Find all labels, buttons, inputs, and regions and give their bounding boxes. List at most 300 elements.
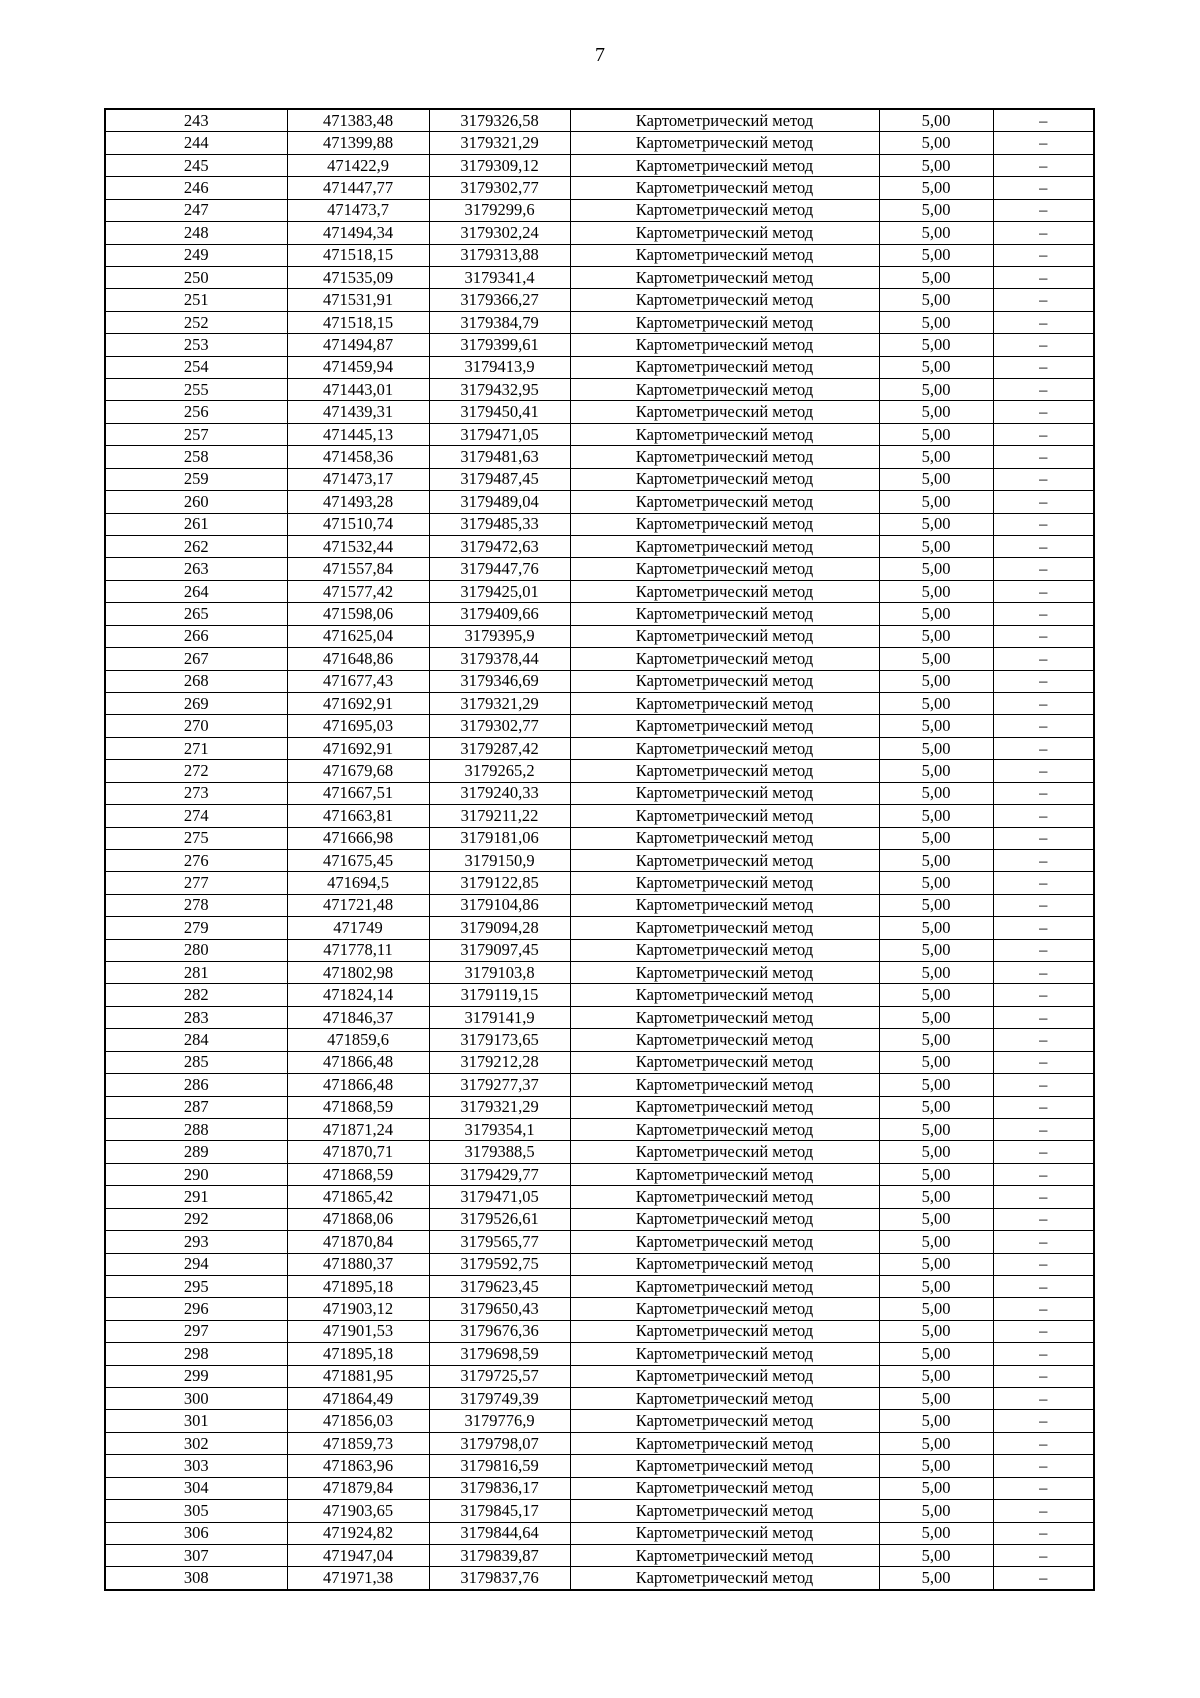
note-cell: – — [993, 1388, 1094, 1410]
x-coordinate-cell: 471518,15 — [287, 244, 429, 266]
note-cell: – — [993, 962, 1094, 984]
x-coordinate-cell: 471778,11 — [287, 939, 429, 961]
x-coordinate-cell: 471971,38 — [287, 1567, 429, 1590]
method-cell: Картометрический метод — [570, 715, 879, 737]
error-cell: 5,00 — [879, 1298, 993, 1320]
y-coordinate-cell: 3179097,45 — [429, 939, 570, 961]
point-number-cell: 265 — [105, 603, 287, 625]
x-coordinate-cell: 471901,53 — [287, 1320, 429, 1342]
method-cell: Картометрический метод — [570, 760, 879, 782]
table-row — [105, 132, 1094, 154]
point-number-cell: 271 — [105, 737, 287, 759]
note-cell: – — [993, 805, 1094, 827]
x-coordinate-cell: 471598,06 — [287, 603, 429, 625]
point-number-cell: 287 — [105, 1096, 287, 1118]
point-number-cell: 306 — [105, 1522, 287, 1544]
y-coordinate-cell: 3179725,57 — [429, 1365, 570, 1387]
coordinates-table-body — [105, 109, 1094, 1590]
note-cell: – — [993, 311, 1094, 333]
point-number-cell: 281 — [105, 962, 287, 984]
point-number-cell: 269 — [105, 692, 287, 714]
method-cell: Картометрический метод — [570, 446, 879, 468]
table-row — [105, 984, 1094, 1006]
method-cell: Картометрический метод — [570, 737, 879, 759]
note-cell: – — [993, 491, 1094, 513]
note-cell: – — [993, 1365, 1094, 1387]
x-coordinate-cell: 471692,91 — [287, 737, 429, 759]
point-number-cell: 278 — [105, 894, 287, 916]
point-number-cell: 255 — [105, 379, 287, 401]
error-cell: 5,00 — [879, 939, 993, 961]
x-coordinate-cell: 471895,18 — [287, 1343, 429, 1365]
table-row — [105, 1388, 1094, 1410]
method-cell: Картометрический метод — [570, 939, 879, 961]
y-coordinate-cell: 3179122,85 — [429, 872, 570, 894]
method-cell: Картометрический метод — [570, 849, 879, 871]
y-coordinate-cell: 3179309,12 — [429, 154, 570, 176]
error-cell: 5,00 — [879, 1118, 993, 1140]
point-number-cell: 300 — [105, 1388, 287, 1410]
point-number-cell: 261 — [105, 513, 287, 535]
x-coordinate-cell: 471473,17 — [287, 468, 429, 490]
point-number-cell: 298 — [105, 1343, 287, 1365]
point-number-cell: 253 — [105, 334, 287, 356]
point-number-cell: 257 — [105, 423, 287, 445]
y-coordinate-cell: 3179384,79 — [429, 311, 570, 333]
x-coordinate-cell: 471667,51 — [287, 782, 429, 804]
note-cell: – — [993, 1275, 1094, 1297]
y-coordinate-cell: 3179354,1 — [429, 1118, 570, 1140]
method-cell: Картометрический метод — [570, 894, 879, 916]
table-row — [105, 917, 1094, 939]
error-cell: 5,00 — [879, 289, 993, 311]
table-row — [105, 1500, 1094, 1522]
x-coordinate-cell: 471625,04 — [287, 625, 429, 647]
y-coordinate-cell: 3179623,45 — [429, 1275, 570, 1297]
note-cell: – — [993, 827, 1094, 849]
x-coordinate-cell: 471510,74 — [287, 513, 429, 535]
point-number-cell: 249 — [105, 244, 287, 266]
x-coordinate-cell: 471879,84 — [287, 1477, 429, 1499]
y-coordinate-cell: 3179481,63 — [429, 446, 570, 468]
y-coordinate-cell: 3179321,29 — [429, 1096, 570, 1118]
table-row — [105, 827, 1094, 849]
note-cell: – — [993, 1455, 1094, 1477]
table-row — [105, 737, 1094, 759]
x-coordinate-cell: 471859,6 — [287, 1029, 429, 1051]
table-row — [105, 334, 1094, 356]
x-coordinate-cell: 471443,01 — [287, 379, 429, 401]
method-cell: Картометрический метод — [570, 827, 879, 849]
x-coordinate-cell: 471863,96 — [287, 1455, 429, 1477]
table-row — [105, 379, 1094, 401]
point-number-cell: 283 — [105, 1006, 287, 1028]
table-row — [105, 356, 1094, 378]
note-cell: – — [993, 1522, 1094, 1544]
method-cell: Картометрический метод — [570, 603, 879, 625]
note-cell: – — [993, 132, 1094, 154]
method-cell: Картометрический метод — [570, 222, 879, 244]
point-number-cell: 305 — [105, 1500, 287, 1522]
error-cell: 5,00 — [879, 222, 993, 244]
y-coordinate-cell: 3179240,33 — [429, 782, 570, 804]
error-cell: 5,00 — [879, 782, 993, 804]
error-cell: 5,00 — [879, 177, 993, 199]
table-row — [105, 849, 1094, 871]
x-coordinate-cell: 471577,42 — [287, 580, 429, 602]
error-cell: 5,00 — [879, 872, 993, 894]
y-coordinate-cell: 3179650,43 — [429, 1298, 570, 1320]
error-cell: 5,00 — [879, 1141, 993, 1163]
error-cell: 5,00 — [879, 1500, 993, 1522]
error-cell: 5,00 — [879, 1253, 993, 1275]
y-coordinate-cell: 3179212,28 — [429, 1051, 570, 1073]
x-coordinate-cell: 471695,03 — [287, 715, 429, 737]
y-coordinate-cell: 3179302,24 — [429, 222, 570, 244]
error-cell: 5,00 — [879, 1522, 993, 1544]
error-cell: 5,00 — [879, 1231, 993, 1253]
note-cell: – — [993, 580, 1094, 602]
method-cell: Картометрический метод — [570, 1500, 879, 1522]
note-cell: – — [993, 1298, 1094, 1320]
x-coordinate-cell: 471458,36 — [287, 446, 429, 468]
point-number-cell: 259 — [105, 468, 287, 490]
point-number-cell: 270 — [105, 715, 287, 737]
point-number-cell: 244 — [105, 132, 287, 154]
point-number-cell: 290 — [105, 1163, 287, 1185]
y-coordinate-cell: 3179798,07 — [429, 1432, 570, 1454]
point-number-cell: 272 — [105, 760, 287, 782]
y-coordinate-cell: 3179565,77 — [429, 1231, 570, 1253]
point-number-cell: 251 — [105, 289, 287, 311]
error-cell: 5,00 — [879, 1006, 993, 1028]
table-row — [105, 1432, 1094, 1454]
note-cell: – — [993, 1343, 1094, 1365]
x-coordinate-cell: 471903,65 — [287, 1500, 429, 1522]
note-cell: – — [993, 401, 1094, 423]
error-cell: 5,00 — [879, 760, 993, 782]
note-cell: – — [993, 603, 1094, 625]
x-coordinate-cell: 471383,48 — [287, 109, 429, 132]
x-coordinate-cell: 471422,9 — [287, 154, 429, 176]
y-coordinate-cell: 3179302,77 — [429, 715, 570, 737]
point-number-cell: 284 — [105, 1029, 287, 1051]
x-coordinate-cell: 471895,18 — [287, 1275, 429, 1297]
x-coordinate-cell: 471666,98 — [287, 827, 429, 849]
table-row — [105, 244, 1094, 266]
method-cell: Картометрический метод — [570, 513, 879, 535]
method-cell: Картометрический метод — [570, 423, 879, 445]
table-row — [105, 580, 1094, 602]
error-cell: 5,00 — [879, 468, 993, 490]
error-cell: 5,00 — [879, 446, 993, 468]
y-coordinate-cell: 3179471,05 — [429, 423, 570, 445]
point-number-cell: 292 — [105, 1208, 287, 1230]
table-row — [105, 1186, 1094, 1208]
x-coordinate-cell: 471868,59 — [287, 1163, 429, 1185]
error-cell: 5,00 — [879, 1275, 993, 1297]
y-coordinate-cell: 3179399,61 — [429, 334, 570, 356]
method-cell: Картометрический метод — [570, 782, 879, 804]
point-number-cell: 266 — [105, 625, 287, 647]
point-number-cell: 282 — [105, 984, 287, 1006]
error-cell: 5,00 — [879, 1096, 993, 1118]
table-row — [105, 536, 1094, 558]
point-number-cell: 247 — [105, 199, 287, 221]
note-cell: – — [993, 984, 1094, 1006]
method-cell: Картометрический метод — [570, 491, 879, 513]
error-cell: 5,00 — [879, 1320, 993, 1342]
table-row — [105, 962, 1094, 984]
x-coordinate-cell: 471663,81 — [287, 805, 429, 827]
x-coordinate-cell: 471846,37 — [287, 1006, 429, 1028]
table-row — [105, 513, 1094, 535]
note-cell: – — [993, 849, 1094, 871]
method-cell: Картометрический метод — [570, 1275, 879, 1297]
x-coordinate-cell: 471866,48 — [287, 1051, 429, 1073]
error-cell: 5,00 — [879, 423, 993, 445]
x-coordinate-cell: 471675,45 — [287, 849, 429, 871]
x-coordinate-cell: 471903,12 — [287, 1298, 429, 1320]
table-row — [105, 1522, 1094, 1544]
table-row — [105, 491, 1094, 513]
error-cell: 5,00 — [879, 1029, 993, 1051]
x-coordinate-cell: 471870,84 — [287, 1231, 429, 1253]
point-number-cell: 286 — [105, 1074, 287, 1096]
method-cell: Картометрический метод — [570, 580, 879, 602]
note-cell: – — [993, 109, 1094, 132]
point-number-cell: 246 — [105, 177, 287, 199]
y-coordinate-cell: 3179395,9 — [429, 625, 570, 647]
error-cell: 5,00 — [879, 805, 993, 827]
table-row — [105, 1343, 1094, 1365]
x-coordinate-cell: 471692,91 — [287, 692, 429, 714]
note-cell: – — [993, 266, 1094, 288]
y-coordinate-cell: 3179425,01 — [429, 580, 570, 602]
error-cell: 5,00 — [879, 849, 993, 871]
x-coordinate-cell: 471494,87 — [287, 334, 429, 356]
method-cell: Картометрический метод — [570, 536, 879, 558]
method-cell: Картометрический метод — [570, 648, 879, 670]
x-coordinate-cell: 471679,68 — [287, 760, 429, 782]
x-coordinate-cell: 471535,09 — [287, 266, 429, 288]
method-cell: Картометрический метод — [570, 1186, 879, 1208]
note-cell: – — [993, 1163, 1094, 1185]
table-row — [105, 782, 1094, 804]
point-number-cell: 304 — [105, 1477, 287, 1499]
note-cell: – — [993, 1253, 1094, 1275]
table-row — [105, 401, 1094, 423]
method-cell: Картометрический метод — [570, 1343, 879, 1365]
table-row — [105, 1231, 1094, 1253]
error-cell: 5,00 — [879, 917, 993, 939]
method-cell: Картометрический метод — [570, 670, 879, 692]
y-coordinate-cell: 3179472,63 — [429, 536, 570, 558]
point-number-cell: 297 — [105, 1320, 287, 1342]
point-number-cell: 308 — [105, 1567, 287, 1590]
note-cell: – — [993, 1186, 1094, 1208]
y-coordinate-cell: 3179119,15 — [429, 984, 570, 1006]
error-cell: 5,00 — [879, 1410, 993, 1432]
note-cell: – — [993, 154, 1094, 176]
x-coordinate-cell: 471459,94 — [287, 356, 429, 378]
method-cell: Картометрический метод — [570, 962, 879, 984]
note-cell: – — [993, 648, 1094, 670]
error-cell: 5,00 — [879, 1545, 993, 1567]
y-coordinate-cell: 3179341,4 — [429, 266, 570, 288]
y-coordinate-cell: 3179839,87 — [429, 1545, 570, 1567]
point-number-cell: 245 — [105, 154, 287, 176]
table-row — [105, 648, 1094, 670]
y-coordinate-cell: 3179211,22 — [429, 805, 570, 827]
table-row — [105, 558, 1094, 580]
note-cell: – — [993, 1410, 1094, 1432]
method-cell: Картометрический метод — [570, 872, 879, 894]
y-coordinate-cell: 3179265,2 — [429, 760, 570, 782]
error-cell: 5,00 — [879, 513, 993, 535]
point-number-cell: 302 — [105, 1432, 287, 1454]
error-cell: 5,00 — [879, 356, 993, 378]
point-number-cell: 267 — [105, 648, 287, 670]
y-coordinate-cell: 3179432,95 — [429, 379, 570, 401]
method-cell: Картометрический метод — [570, 199, 879, 221]
point-number-cell: 307 — [105, 1545, 287, 1567]
y-coordinate-cell: 3179321,29 — [429, 692, 570, 714]
x-coordinate-cell: 471445,13 — [287, 423, 429, 445]
method-cell: Картометрический метод — [570, 1163, 879, 1185]
point-number-cell: 250 — [105, 266, 287, 288]
y-coordinate-cell: 3179844,64 — [429, 1522, 570, 1544]
y-coordinate-cell: 3179346,69 — [429, 670, 570, 692]
note-cell: – — [993, 939, 1094, 961]
method-cell: Картометрический метод — [570, 1522, 879, 1544]
table-row — [105, 1567, 1094, 1590]
x-coordinate-cell: 471868,06 — [287, 1208, 429, 1230]
note-cell: – — [993, 468, 1094, 490]
method-cell: Картометрический метод — [570, 805, 879, 827]
error-cell: 5,00 — [879, 984, 993, 1006]
y-coordinate-cell: 3179676,36 — [429, 1320, 570, 1342]
error-cell: 5,00 — [879, 1186, 993, 1208]
note-cell: – — [993, 1029, 1094, 1051]
point-number-cell: 296 — [105, 1298, 287, 1320]
point-number-cell: 274 — [105, 805, 287, 827]
table-row — [105, 1320, 1094, 1342]
point-number-cell: 288 — [105, 1118, 287, 1140]
error-cell: 5,00 — [879, 1388, 993, 1410]
table-row — [105, 692, 1094, 714]
method-cell: Картометрический метод — [570, 1567, 879, 1590]
table-row — [105, 1208, 1094, 1230]
method-cell: Картометрический метод — [570, 311, 879, 333]
table-row — [105, 446, 1094, 468]
note-cell: – — [993, 715, 1094, 737]
note-cell: – — [993, 423, 1094, 445]
error-cell: 5,00 — [879, 625, 993, 647]
x-coordinate-cell: 471924,82 — [287, 1522, 429, 1544]
method-cell: Картометрический метод — [570, 379, 879, 401]
note-cell: – — [993, 692, 1094, 714]
table-row — [105, 1029, 1094, 1051]
method-cell: Картометрический метод — [570, 289, 879, 311]
point-number-cell: 279 — [105, 917, 287, 939]
method-cell: Картометрический метод — [570, 1096, 879, 1118]
table-row — [105, 625, 1094, 647]
x-coordinate-cell: 471868,59 — [287, 1096, 429, 1118]
x-coordinate-cell: 471399,88 — [287, 132, 429, 154]
note-cell: – — [993, 1118, 1094, 1140]
note-cell: – — [993, 1141, 1094, 1163]
note-cell: – — [993, 1208, 1094, 1230]
method-cell: Картометрический метод — [570, 154, 879, 176]
note-cell: – — [993, 558, 1094, 580]
note-cell: – — [993, 1051, 1094, 1073]
table-row — [105, 289, 1094, 311]
table-row — [105, 670, 1094, 692]
error-cell: 5,00 — [879, 1208, 993, 1230]
method-cell: Картометрический метод — [570, 1051, 879, 1073]
error-cell: 5,00 — [879, 401, 993, 423]
table-row — [105, 177, 1094, 199]
x-coordinate-cell: 471865,42 — [287, 1186, 429, 1208]
x-coordinate-cell: 471677,43 — [287, 670, 429, 692]
x-coordinate-cell: 471749 — [287, 917, 429, 939]
point-number-cell: 291 — [105, 1186, 287, 1208]
x-coordinate-cell: 471721,48 — [287, 894, 429, 916]
table-row — [105, 1096, 1094, 1118]
note-cell: – — [993, 1500, 1094, 1522]
note-cell: – — [993, 289, 1094, 311]
table-row — [105, 1051, 1094, 1073]
method-cell: Картометрический метод — [570, 1477, 879, 1499]
point-number-cell: 299 — [105, 1365, 287, 1387]
x-coordinate-cell: 471881,95 — [287, 1365, 429, 1387]
note-cell: – — [993, 1432, 1094, 1454]
point-number-cell: 268 — [105, 670, 287, 692]
point-number-cell: 285 — [105, 1051, 287, 1073]
y-coordinate-cell: 3179592,75 — [429, 1253, 570, 1275]
method-cell: Картометрический метод — [570, 468, 879, 490]
x-coordinate-cell: 471824,14 — [287, 984, 429, 1006]
y-coordinate-cell: 3179313,88 — [429, 244, 570, 266]
y-coordinate-cell: 3179526,61 — [429, 1208, 570, 1230]
note-cell: – — [993, 1006, 1094, 1028]
method-cell: Картометрический метод — [570, 334, 879, 356]
y-coordinate-cell: 3179776,9 — [429, 1410, 570, 1432]
x-coordinate-cell: 471947,04 — [287, 1545, 429, 1567]
error-cell: 5,00 — [879, 580, 993, 602]
y-coordinate-cell: 3179326,58 — [429, 109, 570, 132]
table-row — [105, 939, 1094, 961]
method-cell: Картометрический метод — [570, 558, 879, 580]
error-cell: 5,00 — [879, 558, 993, 580]
method-cell: Картометрический метод — [570, 266, 879, 288]
note-cell: – — [993, 1231, 1094, 1253]
error-cell: 5,00 — [879, 1163, 993, 1185]
note-cell: – — [993, 1545, 1094, 1567]
error-cell: 5,00 — [879, 737, 993, 759]
point-number-cell: 254 — [105, 356, 287, 378]
table-row — [105, 1455, 1094, 1477]
error-cell: 5,00 — [879, 1567, 993, 1590]
y-coordinate-cell: 3179816,59 — [429, 1455, 570, 1477]
table-row — [105, 1074, 1094, 1096]
point-number-cell: 243 — [105, 109, 287, 132]
x-coordinate-cell: 471494,34 — [287, 222, 429, 244]
point-number-cell: 280 — [105, 939, 287, 961]
y-coordinate-cell: 3179302,77 — [429, 177, 570, 199]
table-row — [105, 1298, 1094, 1320]
